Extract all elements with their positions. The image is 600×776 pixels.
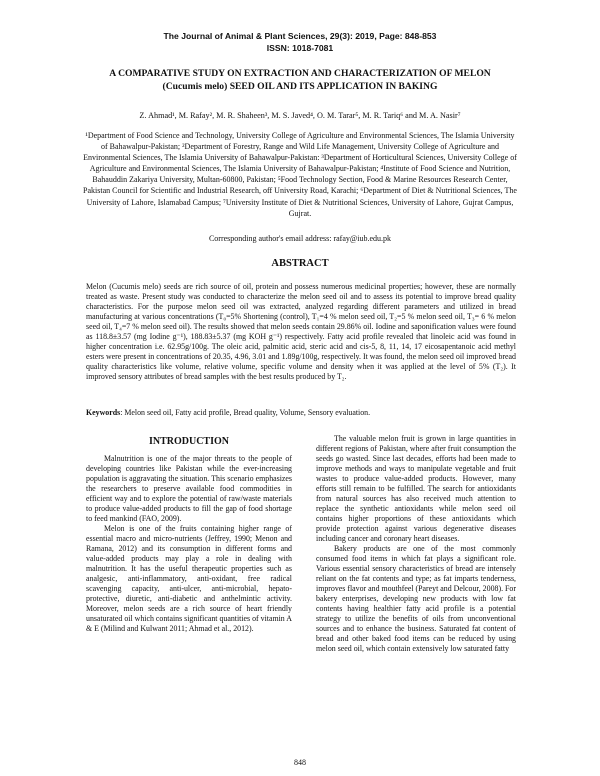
- journal-issn: ISSN: 1018-7081: [266, 43, 334, 53]
- keywords: [86, 408, 516, 418]
- page-number: 848: [294, 758, 306, 767]
- right-column: [316, 434, 516, 654]
- abstract-text: Melon (Cucumis melo) seeds are rich source of oil, protein and possess numerous medicinal properties; however, these are normally treated as waste. Present study was conducted to characterize the melon seed oil and to assess its potential to improve bread quality characteristics. For the purpose melon seed oil was extracted, analyzed regarding different parameters and utilized in bread manufacturing at various concentrations (T₀=5% Shortening (control), T₁=4 % melon seed oil, T₂=5 % melon seed oil, T₃= 6 % melon seed oil, T₄=7 % melon seed oil). The results showed that melon seeds contain 29.86% oil. Iodine and saponification values were found as 118.8±3.57 (mg Iodine g⁻¹), 188.83±5.37 (mg KOH g⁻¹) respectively. Fatty acid profile revealed that linoleic acid was found in higher concentration i.e. 62.95g/100g. The oleic acid, palmitic acid, steric acid and cis-5, 8, 11, 14, 17 eicosapentanoic acid methyl esters were present in concentrations of 20.35, 4.96, 3.01 and 1.89g/100g, respectively. It was found, the melon seed oil improved bread quality characteristics like volume, relative volume, specific volume and density when it was applied at the level of 5% (T₂). It improved sensory attributes of bread samples with the best results produced by T₂.: [86, 282, 516, 381]
- intro-paragraph: Bakery products are one of the most commonly consumed food items in which fat plays a significant role. Various essential sensory characteristics of bread are intensely reliant on the fat contents and type; as fat imparts tenderness, improves flavor and mouthfeel (Pareyt and Delcour, 2008). For bakery enterprises, developing new products with low fat contents having healthier fatty acid profile is a potential strategy to utilize the benefits of oils from unconventional sources and to enhance the business. Saturated fat content of bread and other baked food items can be reduced by using melon seed oil, which contain extensively low saturated fatty: [316, 544, 516, 653]
- journal-header: [0, 30, 600, 54]
- left-column: [86, 434, 292, 634]
- introduction-heading: INTRODUCTION: [148, 436, 229, 447]
- intro-paragraph: Malnutrition is one of the major threats to the people of developing countries like Pakistan while the ever-increasing population is aggravating the situation. This scenario emphasizes the researchers to preserve available food commodities in efficient way and to explore the potential of raw/waste materials to produce value-added products to fill the gap of food shortage to feed mankind (FAO, 2009).: [86, 454, 292, 523]
- affiliations: ¹Department of Food Science and Technology, University College of Agriculture and Environmental Sciences, The Islamia University of Bahawalpur-Pakistan; ²Department of Forestry, Range and Wild Life Management, University College of Agriculture and Environmental Sciences, The Islamia University of Bahawalpur-Pakistan: ³Department of Horticultural Sciences, University College of Agriculture and Environmental Sciences, The Islamia University of Bahawalpur-Pakistan; ⁴Institute of Food Science and Nutrition, Bahauddin Zakariya University, Multan-60800, Pakistan; ⁵Food Technology Section, Food & Marine Resources Research Center, Pakistan Council for Scientific and Industrial Research, off University Road, Karachi; ⁶Department of Diet & Nutritional Sciences, The University of Lahore, Islamabad Campus; ⁷University Institute of Diet & Nutritional Sciences, University of Lahore, Gujrat Campus, Gujrat.: [83, 131, 517, 218]
- title-line-1: A COMPARATIVE STUDY ON EXTRACTION AND CHARACTERIZATION OF MELON: [109, 68, 491, 79]
- journal-citation: The Journal of Animal & Plant Sciences, 29(3): 2019, Page: 848-853: [163, 31, 437, 41]
- author-list: Z. Ahmad¹, M. Rafay², M. R. Shaheen³, M. S. Javed⁴, O. M. Tarar⁵, M. R. Tariq⁶ and M. A. Nasir⁷: [139, 111, 461, 120]
- corresponding-author-email: Corresponding author's email address: rafay@iub.edu.pk: [208, 234, 392, 243]
- intro-paragraph: The valuable melon fruit is grown in large quantities in different regions of Pakistan, where after fruit consumption the seeds go wasted. Since last decades, efforts had been made to improve methods and ways to manipulate vegetable and fruit wastes to produce value-added products. However, many efforts still remain to be fulfilled. The search for antioxidants from natural sources has also received much attention to replace the synthetic antioxidants while melon seed oil contains higher proportions of these antioxidants which provide protection against various degenerative diseases including cancer and coronary heart diseases.: [316, 434, 516, 543]
- keywords-label: Keywords: [86, 408, 121, 417]
- keywords-text: : Melon seed oil, Fatty acid profile, Bread quality, Volume, Sensory evaluation.: [120, 408, 371, 417]
- title-line-2: (Cucumis melo) SEED OIL AND ITS APPLICATION IN BAKING: [162, 80, 438, 92]
- paper-title: [60, 68, 540, 93]
- abstract-heading: ABSTRACT: [271, 258, 329, 269]
- intro-paragraph: Melon is one of the fruits containing higher range of essential macro and micro-nutrients (Jeffrey, 1990; Menon and Ramana, 2012) and its consumption in different forms and value-added products may play a role in dealing with malnutrition. It has the useful therapeutic properties such as analgesic, anti-inflammatory, anti-oxidant, free radical scavenging capacity, anti-ulcer, anti-microbial, hepato-protective, diuretic, anti-diabetic and anthelmintic activity. Moreover, melon seeds are a rich source of heart friendly unsaturated oil which contains significant quantities of vitamin A & E (Milind and Kulwant 2011; Ahmad et al., 2012).: [86, 524, 292, 633]
